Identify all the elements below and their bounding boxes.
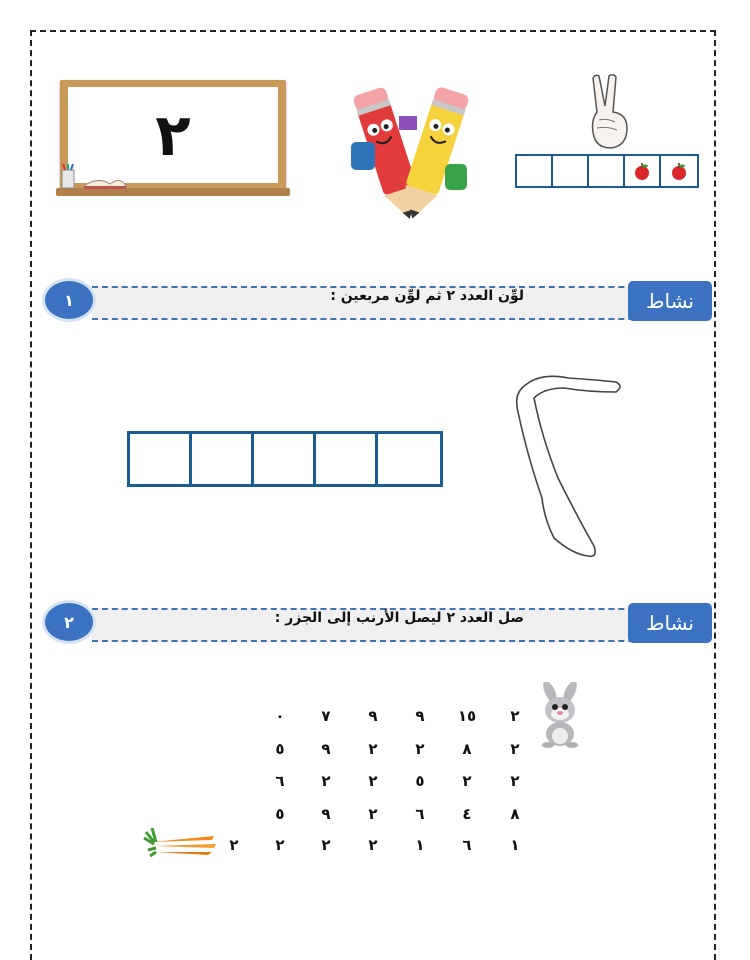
maze-number[interactable]: ٤ xyxy=(462,805,472,823)
maze-number[interactable]: ٥ xyxy=(415,772,425,790)
activity-2-number: ٢ xyxy=(42,600,96,644)
coloring-square[interactable] xyxy=(378,434,440,484)
maze-number[interactable]: ٩ xyxy=(321,740,331,758)
number-two-outline[interactable] xyxy=(508,368,628,564)
maze-number[interactable]: ٦ xyxy=(462,836,472,854)
maze-number[interactable]: ٢ xyxy=(510,707,520,725)
maze-number[interactable]: ٩ xyxy=(415,707,425,725)
maze-number[interactable]: ٧ xyxy=(321,707,331,725)
coloring-square[interactable] xyxy=(254,434,316,484)
apple-icon xyxy=(669,161,689,181)
apple-icon xyxy=(632,161,652,181)
maze-number[interactable]: ٢ xyxy=(321,772,331,790)
count-box xyxy=(553,156,589,186)
maze-number[interactable]: ١ xyxy=(510,836,520,854)
maze-number[interactable]: ٨ xyxy=(510,805,520,823)
maze-number[interactable]: ٢ xyxy=(510,740,520,758)
maze-number[interactable]: ٢ xyxy=(415,740,425,758)
maze-number[interactable]: ٢ xyxy=(275,836,285,854)
maze-number[interactable]: ٩ xyxy=(368,707,378,725)
maze-number[interactable]: ٠ xyxy=(275,707,285,725)
maze-number[interactable]: ٦ xyxy=(415,805,425,823)
carrots-icon xyxy=(142,820,218,868)
maze-number[interactable]: ٢ xyxy=(368,805,378,823)
count-box-with-apple xyxy=(661,156,697,186)
activity-1-header xyxy=(42,278,714,326)
maze-number[interactable]: ٥ xyxy=(275,805,285,823)
maze-number[interactable]: ٢ xyxy=(321,836,331,854)
activity-1-tag: نشاط xyxy=(628,281,712,321)
board-number: ٢ xyxy=(155,101,191,169)
coloring-square[interactable] xyxy=(130,434,192,484)
maze-number[interactable]: ٥ xyxy=(275,740,285,758)
maze-number[interactable]: ٨ xyxy=(462,740,472,758)
rabbit-icon xyxy=(536,682,588,748)
maze-number[interactable]: ٦ xyxy=(275,772,285,790)
activity-1-number: ١ xyxy=(42,278,96,322)
maze-number[interactable]: ٢ xyxy=(510,772,520,790)
maze-number[interactable]: ٩ xyxy=(321,805,331,823)
maze-number[interactable]: ٢ xyxy=(368,772,378,790)
activity-2-tag: نشاط xyxy=(628,603,712,643)
count-box xyxy=(589,156,625,186)
maze-number[interactable]: ٢ xyxy=(368,836,378,854)
activity-1-instruction: لوِّن العدد ٢ ثم لوِّن مربعين : xyxy=(330,288,524,304)
maze-number[interactable]: ١ xyxy=(415,836,425,854)
pencil-cup-and-book-icon xyxy=(60,164,130,192)
count-box xyxy=(517,156,553,186)
number-board xyxy=(60,80,286,196)
coloring-square[interactable] xyxy=(316,434,378,484)
coloring-squares xyxy=(127,431,443,487)
activity-2-instruction: صل العدد ٢ ليصل الأرنب إلى الجزر : xyxy=(274,610,524,626)
apple-count-boxes xyxy=(515,154,699,188)
activity-2-header xyxy=(42,600,714,648)
maze-number[interactable]: ٢ xyxy=(462,772,472,790)
pencil-characters-illustration xyxy=(345,78,477,228)
count-box-with-apple xyxy=(625,156,661,186)
coloring-square[interactable] xyxy=(192,434,254,484)
maze-number[interactable]: ٢ xyxy=(368,740,378,758)
two-fingers-hand-icon xyxy=(585,72,637,152)
maze-number[interactable]: ١٥ xyxy=(457,707,477,725)
maze-number[interactable]: ٢ xyxy=(229,836,239,854)
